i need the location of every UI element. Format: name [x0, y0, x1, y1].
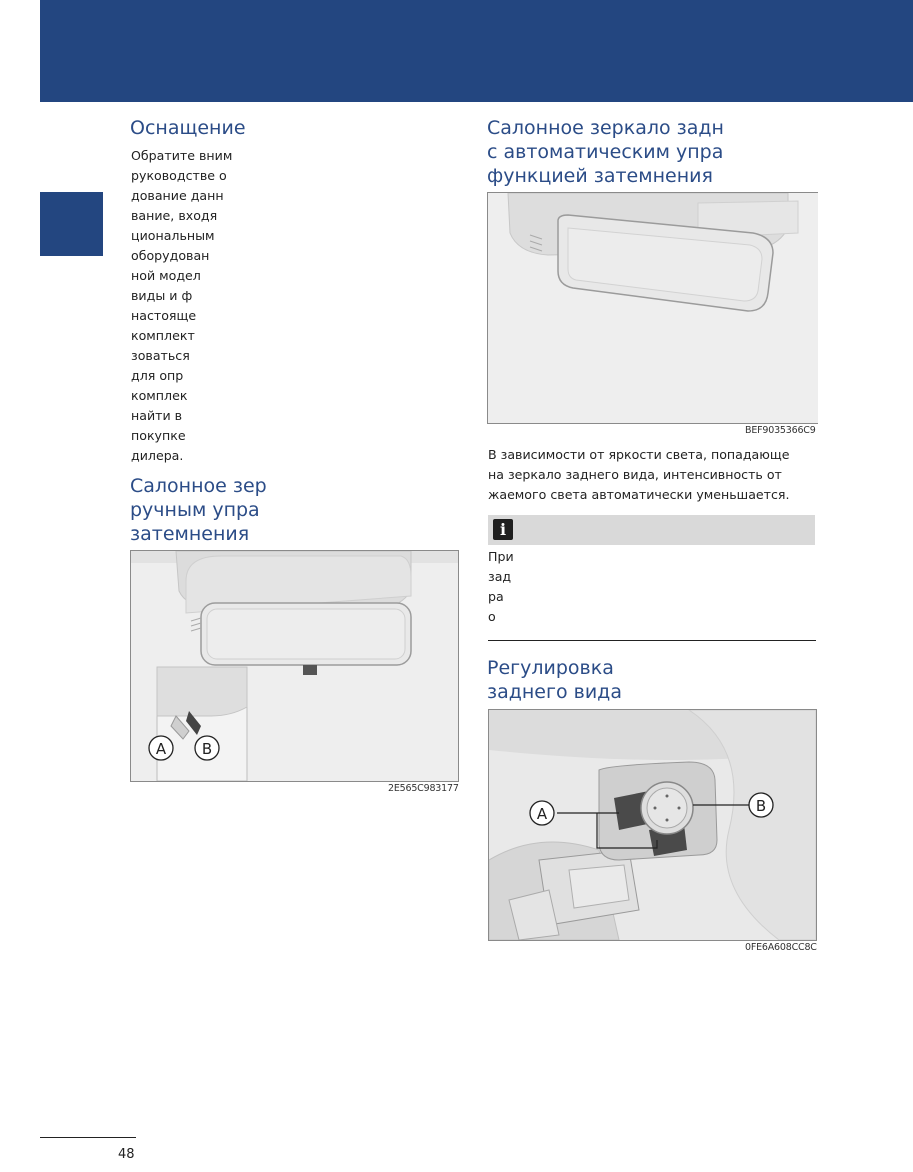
callout-b-label: B [755, 797, 767, 815]
figure-code: 0FE6A608CC8C [745, 942, 817, 953]
manual-mirror-heading-2: ручным упра [130, 499, 260, 521]
manual-mirror-heading-1: Салонное зер [130, 475, 267, 497]
text-line: вание, входя [131, 208, 218, 223]
text-line: комплек [131, 388, 188, 403]
text-line: ра [488, 589, 504, 604]
mirror-adjust-illustration [489, 710, 816, 940]
text-line: оборудован [131, 248, 210, 263]
mirror-adjust-figure [488, 709, 817, 941]
info-box-text [488, 547, 528, 627]
auto-mirror-heading-1: Салонное зеркало задн [487, 117, 724, 139]
auto-mirror-illustration [488, 193, 818, 423]
auto-mirror-heading-2: с автоматическим упра [487, 141, 724, 163]
callout-b-label: B [201, 740, 213, 758]
page-number: 48 [118, 1147, 135, 1162]
text-line: настояще [131, 308, 197, 323]
text-line: зоваться [131, 348, 190, 363]
equipment-heading: Оснащение [130, 117, 246, 139]
figure-code: 2E565C983177 [388, 783, 459, 794]
text-line: циональным [131, 228, 215, 243]
text-line: При [488, 549, 514, 564]
manual-mirror-illustration [131, 551, 458, 781]
text-line: руководстве о [131, 168, 227, 183]
text-line: комплект [131, 328, 195, 343]
adjust-heading-2: заднего вида [487, 681, 622, 703]
text-line: жаемого света автоматически уменьшается. [488, 487, 790, 502]
chapter-tab [40, 192, 103, 256]
text-line: покупке [131, 428, 186, 443]
auto-mirror-text [488, 445, 813, 505]
equipment-text [131, 146, 246, 466]
text-line: виды и ф [131, 288, 193, 303]
manual-mirror-figure [130, 550, 459, 782]
auto-mirror-heading-3: функцией затемнения [487, 165, 713, 187]
text-line: ной модел [131, 268, 201, 283]
header-band [40, 0, 913, 102]
text-line: дилера. [131, 448, 184, 463]
callout-a-label: A [155, 740, 167, 758]
text-line: найти в [131, 408, 183, 423]
text-line: дование данн [131, 188, 224, 203]
text-line: о [488, 609, 496, 624]
text-line: зад [488, 569, 512, 584]
manual-mirror-heading-3: затемнения [130, 523, 250, 545]
info-icon: i [493, 519, 513, 540]
text-line: на зеркало заднего вида, интенсивность от [488, 467, 782, 482]
text-line: Обратите вним [131, 148, 233, 163]
auto-mirror-figure [487, 192, 818, 424]
text-line: В зависимости от яркости света, попадающе [488, 447, 790, 462]
footer-rule [40, 1137, 136, 1138]
adjust-heading-1: Регулировка [487, 657, 614, 679]
text-line: для опр [131, 368, 184, 383]
info-box-header [488, 515, 815, 545]
section-divider [488, 640, 816, 641]
figure-code: BEF9035366C9 [745, 425, 816, 436]
callout-a-label: A [536, 805, 548, 823]
